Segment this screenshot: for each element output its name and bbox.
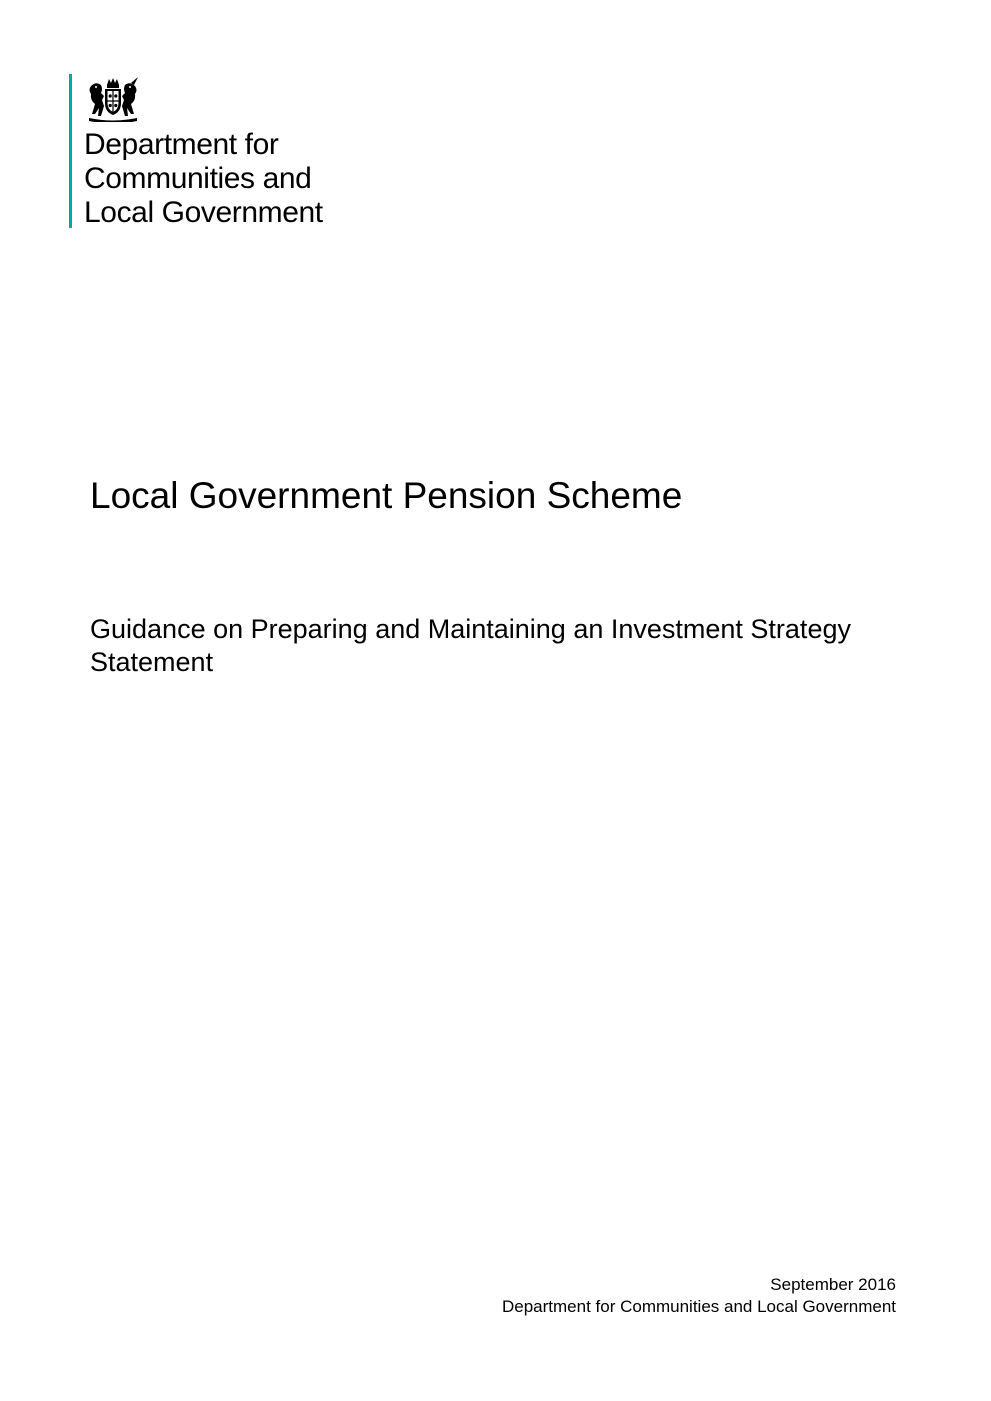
department-name-line-2: Communities and — [84, 162, 312, 195]
department-name-line-3: Local Government — [84, 196, 323, 229]
publication-date: September 2016 — [770, 1275, 896, 1294]
royal-coat-of-arms-icon — [83, 76, 143, 122]
logo-accent-rule — [69, 74, 72, 228]
document-subtitle: Guidance on Preparing and Maintaining an Investment Strategy Statement — [90, 614, 851, 677]
document-title: Local Government Pension Scheme — [90, 475, 683, 516]
publication-footer — [502, 1274, 896, 1318]
department-logo — [69, 74, 369, 230]
publisher-name: Department for Communities and Local Government — [501, 1297, 896, 1316]
department-name-line-1: Department for — [84, 128, 279, 161]
department-name — [84, 128, 323, 230]
